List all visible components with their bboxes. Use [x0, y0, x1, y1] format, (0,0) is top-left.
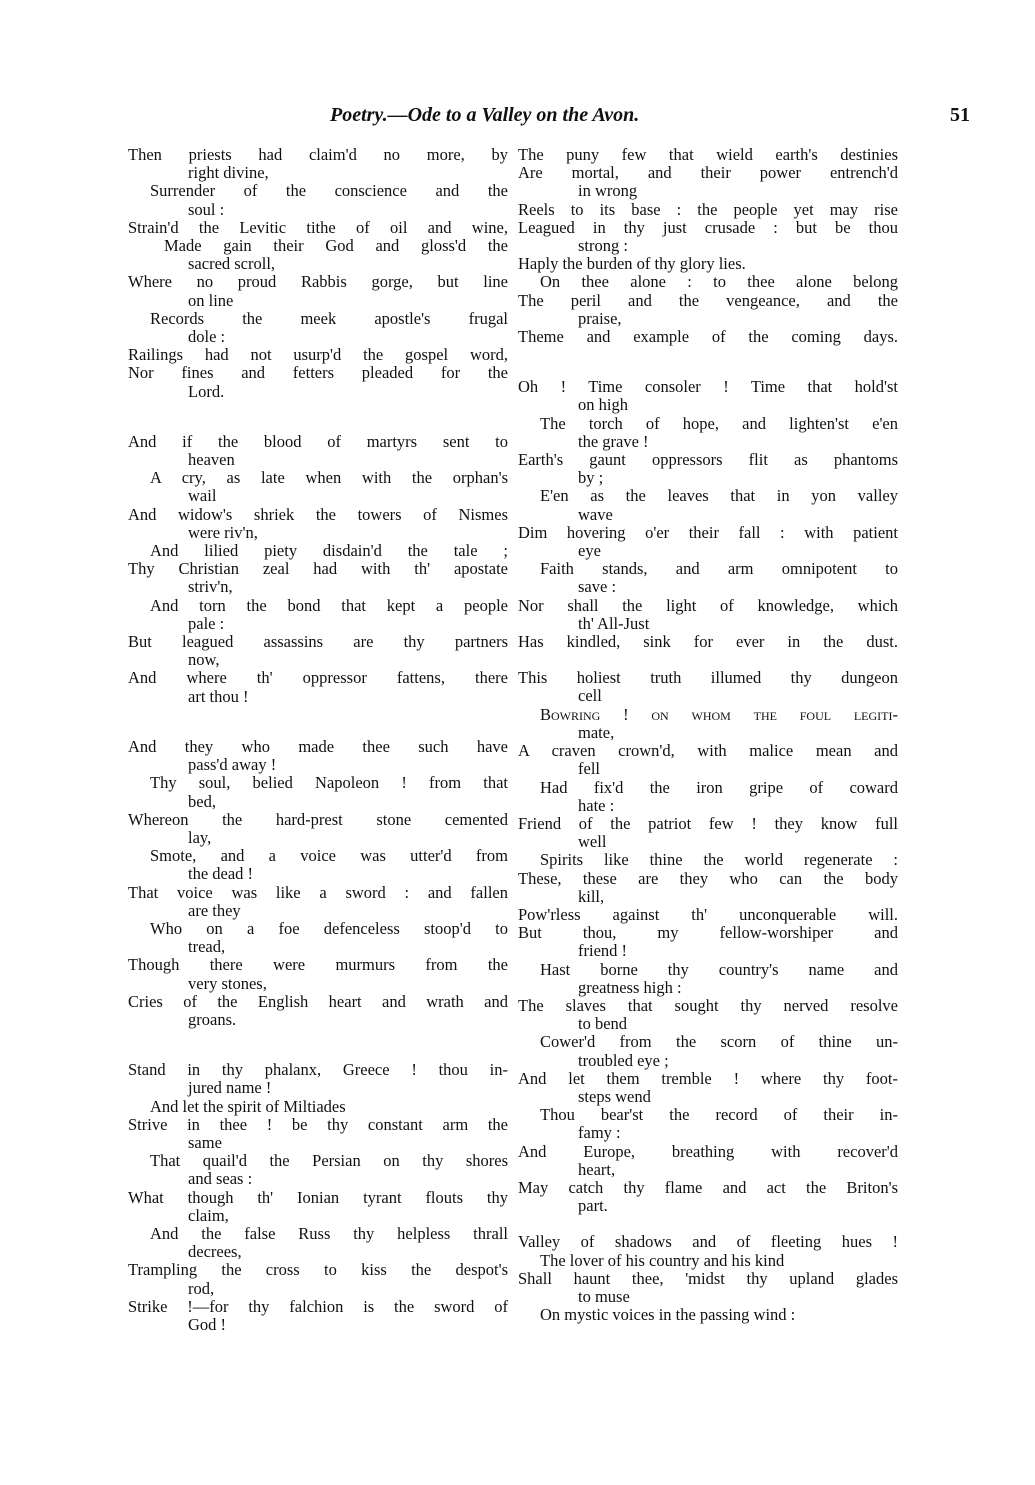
verse-line: But thou, my fellow-worshiper and [518, 923, 898, 943]
verse-line: Oh ! Time consoler ! Time that hold'st [518, 377, 898, 397]
verse-line-continuation: hate : [578, 795, 615, 815]
verse-line: Railings had not usurp'd the gospel word, [128, 345, 508, 365]
verse-line: Pow'rless against th' unconquerable will. [518, 904, 898, 924]
verse-line: And let them tremble ! where thy foot- [518, 1068, 898, 1088]
verse-line-continuation: God ! [188, 1314, 227, 1334]
verse-line-continuation: same [188, 1132, 222, 1152]
verse-line: Bowring ! on whom the foul legiti- [540, 704, 898, 724]
verse-line: And lilied piety disdain'd the tale ; [150, 541, 508, 561]
verse-line: The torch of hope, and lighten'st e'en [540, 413, 898, 433]
verse-line: Trampling the cross to kiss the despot's [128, 1260, 508, 1280]
verse-line-continuation: praise, [578, 308, 622, 328]
verse-line-continuation: were riv'n, [188, 522, 258, 542]
verse-line: Thy Christian zeal had with th' apostate [128, 559, 508, 579]
verse-line-continuation: cell [578, 686, 602, 706]
verse-line-continuation: heart, [578, 1159, 616, 1179]
verse-line-continuation: to muse [578, 1286, 630, 1306]
verse-line-continuation: on high [578, 395, 628, 415]
verse-line: E'en as the leaves that in yon valley [540, 486, 898, 506]
stanza [518, 669, 898, 1215]
verse-line: The slaves that sought thy nerved resolve [518, 995, 898, 1015]
verse-line: Records the meek apostle's frugal [150, 308, 508, 328]
verse-line-continuation: bed, [188, 791, 216, 811]
verse-line: Has kindled, sink for ever in the dust. [518, 632, 898, 652]
verse-line: Friend of the patriot few ! they know full [518, 813, 898, 833]
verse-line: Then priests had claim'd no more, by [128, 145, 508, 164]
verse-line: Surrender of the conscience and the [150, 181, 508, 201]
verse-line: Faith stands, and arm omnipotent to [540, 559, 898, 579]
verse-line-continuation: Lord. [188, 381, 225, 401]
verse-line: This holiest truth illumed thy dungeon [518, 668, 898, 688]
verse-line: Leagued in thy just crusade : but be thou [518, 217, 898, 237]
verse-line-continuation: jured name ! [188, 1078, 272, 1098]
verse-line: Though there were murmurs from the [128, 955, 508, 975]
verse-line-continuation: wail [188, 486, 217, 506]
verse-line-continuation: famy : [578, 1123, 621, 1143]
verse-line-continuation: decrees, [188, 1242, 242, 1262]
verse-line: Thy soul, belied Napoleon ! from that [150, 773, 508, 793]
verse-line-continuation: are they [188, 900, 241, 920]
verse-line: And the false Russ thy helpless thrall [150, 1223, 508, 1243]
verse-line-continuation: eye [578, 541, 601, 561]
verse-line: Whereon the hard-prest stone cemented [128, 809, 508, 829]
verse-line: The lover of his country and his kind [540, 1250, 785, 1270]
verse-line: And let the spirit of Miltiades [150, 1096, 346, 1116]
verse-line: Earth's gaunt oppressors flit as phantoms [518, 450, 898, 470]
verse-line: Reels to its base : the people yet may rise [518, 199, 898, 219]
verse-line: That quail'd the Persian on thy shores [150, 1151, 508, 1171]
verse-line: The puny few that wield earth's destinies [518, 145, 898, 164]
verse-line-continuation: now, [188, 650, 220, 670]
verse-line: And where th' oppressor fattens, there [128, 668, 508, 688]
verse-line-continuation: the dead ! [188, 864, 254, 884]
verse-line-continuation: troubled eye ; [578, 1050, 669, 1070]
verse-line-continuation: sacred scroll, [188, 254, 276, 274]
verse-line-continuation: strong : [578, 236, 628, 256]
verse-line: Nor shall the light of knowledge, which [518, 595, 898, 615]
verse-line-continuation: rod, [188, 1278, 215, 1298]
verse-line: Cower'd from the scorn of thine un- [540, 1032, 898, 1052]
stanza [518, 1233, 898, 1324]
verse-line: Strive in thee ! be thy constant arm the [128, 1114, 508, 1134]
verse-line-continuation: claim, [188, 1205, 229, 1225]
verse-line: Nor fines and fetters pleaded for the [128, 363, 508, 383]
stanza [128, 146, 508, 401]
verse-line: What though th' Ionian tyrant flouts thy [128, 1187, 508, 1207]
verse-line: Spirits like thine the world regenerate : [540, 850, 898, 870]
verse-line: These, these are they who can the body [518, 868, 898, 888]
verse-line: Dim hovering o'er their fall : with patient [518, 522, 898, 542]
verse-line: Haply the burden of thy glory lies. [518, 254, 746, 274]
verse-line: On thee alone : to thee alone belong [540, 272, 898, 292]
verse-line: That voice was like a sword : and fallen [128, 882, 508, 902]
verse-line-continuation: right divine, [188, 163, 269, 183]
verse-line-continuation: kill, [578, 886, 605, 906]
verse-line: Stand in thy phalanx, Greece ! thou in- [128, 1060, 508, 1080]
verse-line: Where no proud Rabbis gorge, but line [128, 272, 508, 292]
verse-line-continuation: part. [578, 1196, 608, 1216]
verse-line-continuation: save : [578, 577, 617, 597]
verse-line: And they who made thee such have [128, 736, 508, 756]
verse-line-continuation: wave [578, 504, 613, 524]
verse-line: The peril and the vengeance, and the [518, 290, 898, 310]
verse-line-continuation: dole : [188, 327, 226, 347]
verse-line: Are mortal, and their power entrench'd [518, 163, 898, 183]
verse-line: Theme and example of the coming days. [518, 327, 898, 347]
verse-line-continuation: the grave ! [578, 431, 649, 451]
verse-line: Strain'd the Levitic tithe of oil and wine, [128, 217, 508, 237]
verse-line: Shall haunt thee, 'midst thy upland glades [518, 1268, 898, 1288]
verse-line: And widow's shriek the towers of Nismes [128, 504, 508, 524]
page-header [130, 104, 970, 132]
verse-line-continuation: and seas : [188, 1169, 253, 1189]
verse-line-continuation: well [578, 832, 607, 852]
verse-line-continuation: pale : [188, 613, 225, 633]
verse-line: Cries of the English heart and wrath and [128, 991, 508, 1011]
verse-line: On mystic voices in the passing wind : [540, 1305, 796, 1325]
verse-line-continuation: heaven [188, 450, 235, 470]
verse-line: Smote, and a voice was utter'd from [150, 846, 508, 866]
verse-line-continuation: groans. [188, 1009, 237, 1029]
verse-line-continuation: on line [188, 290, 234, 310]
verse-line-continuation: to bend [578, 1014, 628, 1034]
verse-line: Thou bear'st the record of their in- [540, 1105, 898, 1125]
running-title: Poetry.—Ode to a Valley on the Avon. [330, 104, 640, 126]
verse-line: Valley of shadows and of fleeting hues ! [518, 1232, 898, 1252]
verse-line-continuation: friend ! [578, 941, 628, 961]
verse-line: A cry, as late when with the orphan's [150, 468, 508, 488]
verse-line: Made gain their God and gloss'd the [164, 236, 508, 256]
left-column [128, 146, 508, 1352]
page-number: 51 [950, 104, 970, 126]
verse-line: May catch thy flame and act the Briton's [518, 1177, 898, 1197]
verse-line-continuation: art thou ! [188, 686, 249, 706]
verse-line-continuation: mate, [578, 722, 615, 742]
verse-line-continuation: th' All-Just [578, 613, 650, 633]
verse-line: And if the blood of martyrs sent to [128, 431, 508, 451]
verse-line: A craven crown'd, with malice mean and [518, 741, 898, 761]
verse-line-continuation: in wrong [578, 181, 638, 201]
stanza [518, 378, 898, 651]
verse-line-continuation: soul : [188, 199, 225, 219]
stanza [128, 1061, 508, 1334]
verse-line: But leagued assassins are thy partners [128, 632, 508, 652]
verse-line-continuation: striv'n, [188, 577, 233, 597]
verse-line-continuation: greatness high : [578, 977, 682, 997]
verse-line: Hast borne thy country's name and [540, 959, 898, 979]
stanza [128, 433, 508, 706]
right-column [518, 146, 898, 1342]
verse-line: Strike !—for thy falchion is the sword of [128, 1296, 508, 1316]
stanza [518, 146, 898, 346]
verse-line-continuation: pass'd away ! [188, 755, 277, 775]
verse-line-continuation: fell [578, 759, 600, 779]
verse-line: And Europe, breathing with recover'd [518, 1141, 898, 1161]
verse-line: And torn the bond that kept a people [150, 595, 508, 615]
verse-line: Had fix'd the iron gripe of coward [540, 777, 898, 797]
verse-line: Who on a foe defenceless stoop'd to [150, 918, 508, 938]
verse-line-continuation: very stones, [188, 973, 267, 993]
verse-line-continuation: by ; [578, 468, 604, 488]
stanza [128, 738, 508, 1029]
verse-line-continuation: steps wend [578, 1086, 651, 1106]
verse-line-continuation: tread, [188, 937, 226, 957]
verse-line-continuation: lay, [188, 827, 212, 847]
